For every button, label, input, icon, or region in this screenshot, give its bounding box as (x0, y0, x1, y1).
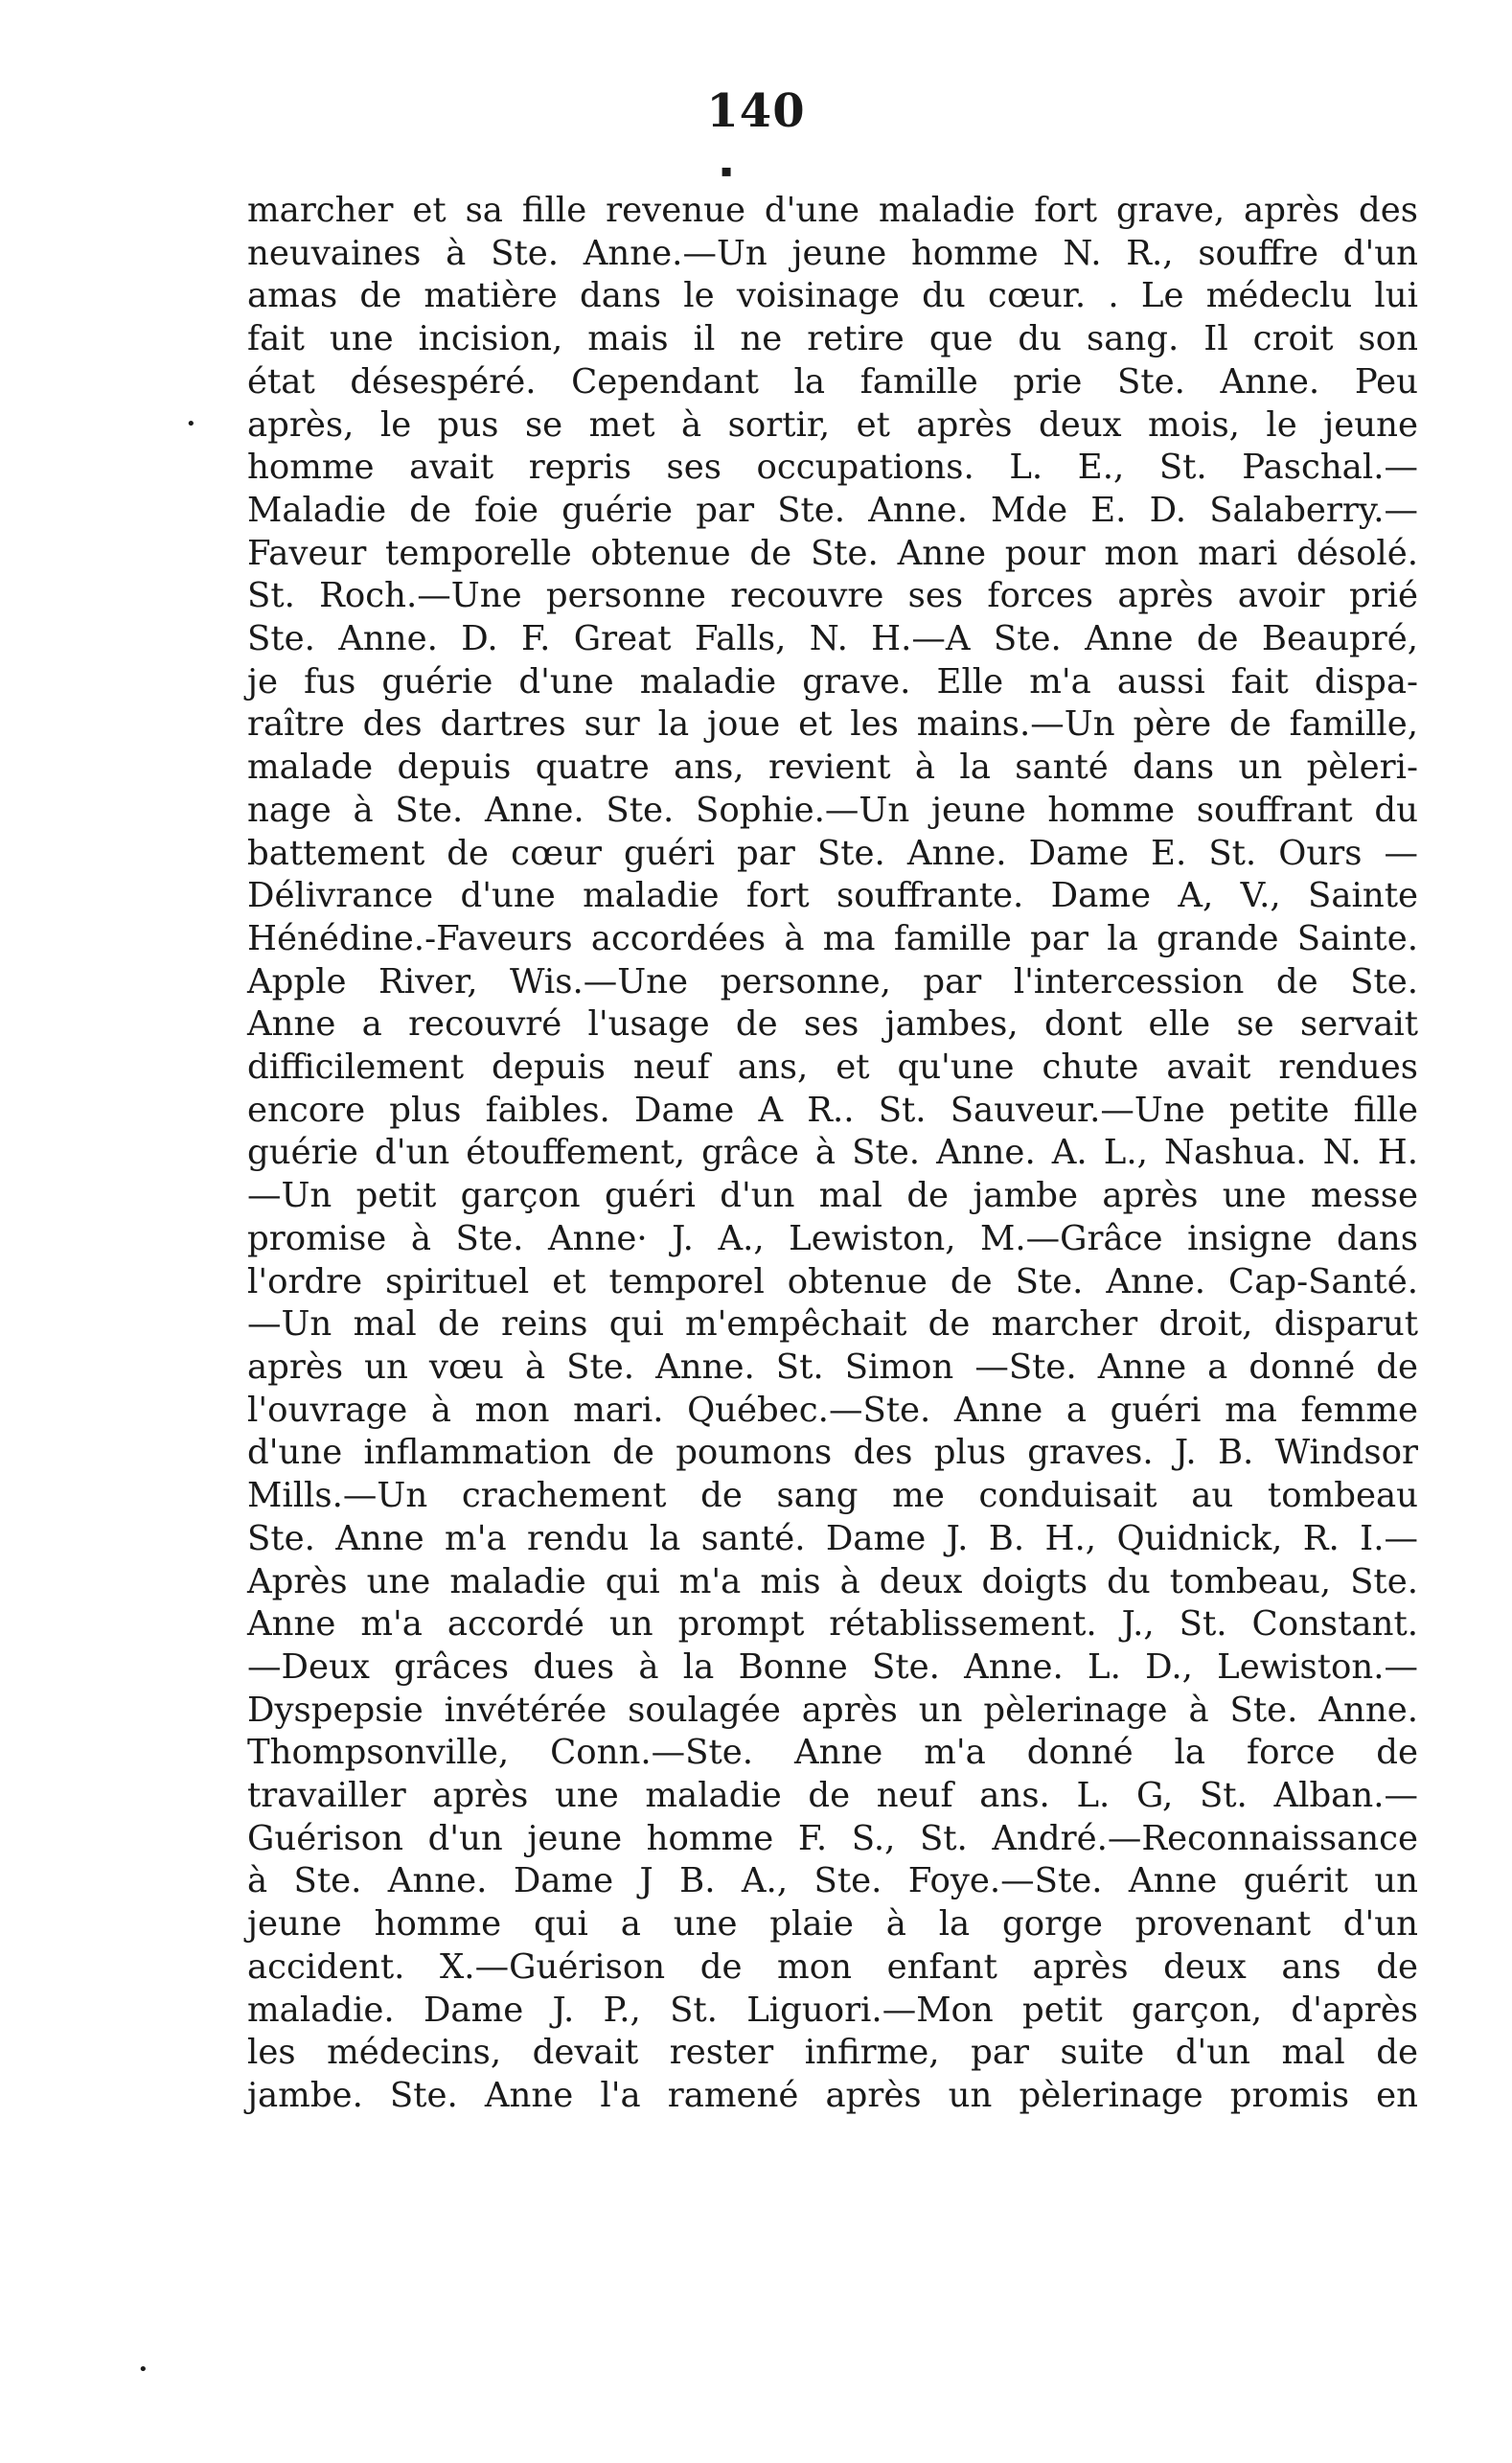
text-line: Ste. Anne m'a rendu la santé. Dame J. B. H., Quidnick, R. I.— (247, 1518, 1418, 1558)
text-line: Apple River, Wis.—Une personne, par l'intercession de Ste. (247, 961, 1418, 1001)
margin-dot: • (186, 414, 196, 434)
text-line: promise à Ste. Anne· J. A., Lewiston, M.—Grâce insigne dans (247, 1218, 1418, 1258)
text-line: guérie d'un étouffement, grâce à Ste. Anne. A. L., Nashua. N. H. (247, 1133, 1418, 1173)
text-line: raître des dartres sur la joue et les mains.—Un père de famille, (247, 704, 1418, 745)
text-line: Délivrance d'une maladie fort souffrante. Dame A, V., Sainte (247, 876, 1418, 916)
text-line: les médecins, devait rester infirme, par suite d'un mal de (247, 2033, 1418, 2073)
text-line: fait une incision, mais il ne retire que du sang. Il croit son (247, 319, 1418, 359)
text-line: homme avait repris ses occupations. L. E., St. Paschal.— (247, 448, 1418, 488)
text-line: à Ste. Anne. Dame J B. A., Ste. Foye.—Ste. Anne guérit un (247, 1861, 1418, 1901)
text-line: nage à Ste. Anne. Ste. Sophie.—Un jeune homme souffrant du (247, 790, 1418, 830)
text-line: état désespéré. Cependant la famille prie Ste. Anne. Peu (247, 361, 1418, 402)
text-line: maladie. Dame J. P., St. Liguori.—Mon petit garçon, d'après (247, 1990, 1418, 2030)
text-line: malade depuis quatre ans, revient à la santé dans un pèleri- (247, 748, 1418, 788)
text-line: Mills.—Un crachement de sang me conduisait au tombeau (247, 1476, 1418, 1516)
text-line: amas de matière dans le voisinage du cœur. . Le médeclu lui (247, 276, 1418, 316)
text-line: encore plus faibles. Dame A R.. St. Sauveur.—Une petite fille (247, 1090, 1418, 1130)
text-line: —Deux grâces dues à la Bonne Ste. Anne. L. D., Lewiston.— (247, 1646, 1418, 1687)
text-line: l'ouvrage à mon mari. Québec.—Ste. Anne a guéri ma femme (247, 1390, 1418, 1430)
text-line: difficilement depuis neuf ans, et qu'une chute avait rendues (247, 1047, 1418, 1088)
text-line: Ste. Anne. D. F. Great Falls, N. H.—A Ste. Anne de Beaupré, (247, 619, 1418, 659)
text-line: l'ordre spirituel et temporel obtenue de Ste. Anne. Cap-Santé. (247, 1261, 1418, 1301)
text-line: St. Roch.—Une personne recouvre ses forces après avoir prié (247, 576, 1418, 616)
text-line: Faveur temporelle obtenue de Ste. Anne pour mon mari désolé. (247, 533, 1418, 573)
margin-dot: ▪ (721, 161, 733, 181)
text-line: accident. X.—Guérison de mon enfant après deux ans de (247, 1946, 1418, 1987)
text-line: jeune homme qui a une plaie à la gorge provenant d'un (247, 1904, 1418, 1945)
text-line: —Un mal de reins qui m'empêchait de marcher droit, disparut (247, 1304, 1418, 1345)
text-line: Thompsonville, Conn.—Ste. Anne m'a donné la force de (247, 1733, 1418, 1773)
text-line: Hénédine.-Faveurs accordées à ma famille par la grande Sainte. (247, 918, 1418, 958)
text-line: marcher et sa fille revenue d'une maladie fort grave, après des (247, 191, 1418, 230)
text-line: travailler après une maladie de neuf ans. L. G, St. Alban.— (247, 1776, 1418, 1816)
text-line: neuvaines à Ste. Anne.—Un jeune homme N. R., souffre d'un (247, 233, 1418, 273)
page-number: 140 (706, 84, 806, 138)
margin-dot: • (138, 2359, 149, 2380)
body-text (247, 190, 1418, 2118)
text-line: après, le pus se met à sortir, et après deux mois, le jeune (247, 404, 1418, 445)
text-line: je fus guérie d'une maladie grave. Elle m'a aussi fait dispa- (247, 661, 1418, 702)
text-line: Guérison d'un jeune homme F. S., St. André.—Reconnaissance (247, 1818, 1418, 1858)
text-line: Anne m'a accordé un prompt rétablissement. J., St. Constant. (247, 1604, 1418, 1645)
text-line: après un vœu à Ste. Anne. St. Simon —Ste. Anne a donné de (247, 1347, 1418, 1387)
text-line: d'une inflammation de poumons des plus graves. J. B. Windsor (247, 1433, 1418, 1473)
text-line: battement de cœur guéri par Ste. Anne. Dame E. St. Ours — (247, 833, 1418, 873)
text-line: jambe. Ste. Anne l'a ramené après un pèlerinage promis en (247, 2075, 1418, 2115)
text-line: Maladie de foie guérie par Ste. Anne. Mde E. D. Salaberry.— (247, 490, 1418, 530)
text-line: Dyspepsie invétérée soulagée après un pèlerinage à Ste. Anne. (247, 1690, 1418, 1730)
text-line: —Un petit garçon guéri d'un mal de jambe après une messe (247, 1176, 1418, 1216)
text-line: Après une maladie qui m'a mis à deux doigts du tombeau, Ste. (247, 1561, 1418, 1601)
text-line: Anne a recouvré l'usage de ses jambes, dont elle se servait (247, 1004, 1418, 1045)
